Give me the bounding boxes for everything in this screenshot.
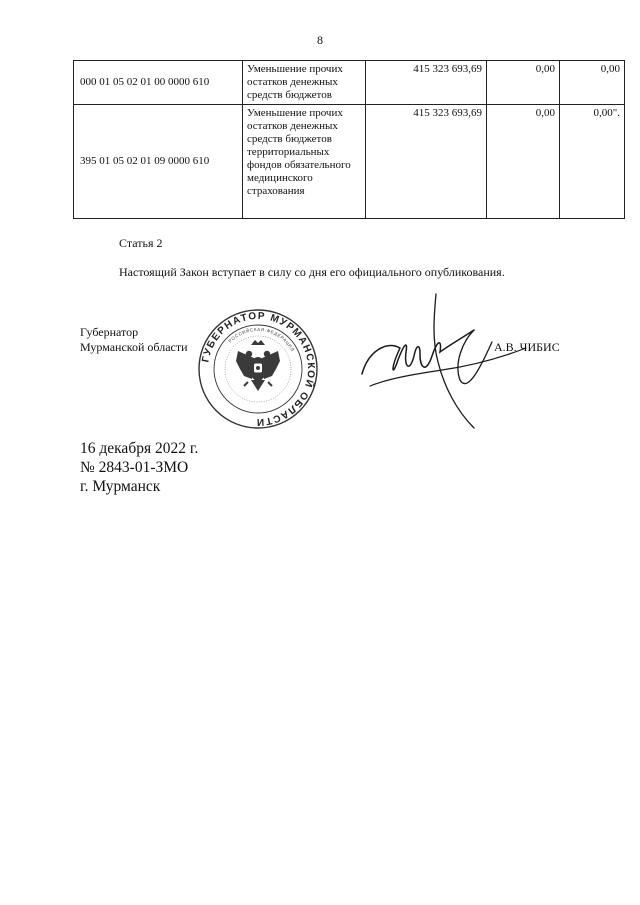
- page-number: 8: [317, 33, 323, 47]
- table-cell-code: 000 01 05 02 01 00 0000 610: [74, 61, 243, 105]
- law-place: г. Мурманск: [80, 478, 161, 495]
- budget-table: [73, 60, 625, 219]
- table-cell-value: 0,00: [487, 61, 560, 105]
- table-cell-description: Уменьшение прочих остатков денежных средств бюджетов: [243, 61, 366, 105]
- governor-title: [80, 325, 188, 355]
- table-cell-value: 0,00".: [560, 105, 625, 219]
- table-cell-amount: 415 323 693,69: [366, 105, 487, 219]
- table-cell-description: Уменьшение прочих остатков денежных средств бюджетов территориальных фондов обязательного медицинского страхования: [243, 105, 366, 219]
- governor-name: А.В. ЧИБИС: [494, 340, 560, 354]
- law-number: № 2843-01-ЗМО: [80, 459, 189, 476]
- governor-title-line: Губернатор: [80, 325, 139, 339]
- table-cell-value: 0,00: [487, 105, 560, 219]
- table-row: [74, 105, 625, 219]
- law-text: Настоящий Закон вступает в силу со дня его официального опубликования.: [119, 265, 505, 279]
- law-date: 16 декабря 2022 г.: [80, 440, 199, 457]
- coat-of-arms-icon: [236, 340, 280, 391]
- official-seal: [196, 307, 320, 436]
- article-heading: Статья 2: [119, 236, 163, 250]
- seal-icon: [196, 307, 320, 431]
- table-cell-value: 0,00: [560, 61, 625, 105]
- governor-title-line: Мурманской области: [80, 340, 188, 354]
- table-row: [74, 61, 625, 105]
- seal-outer-text: ГУБЕРНАТОР МУРМАНСКОЙ ОБЛАСТИ: [200, 310, 317, 428]
- law-footer: [80, 439, 198, 496]
- seal-inner-text: РОССИЙСКАЯ ФЕДЕРАЦИЯ: [227, 326, 296, 353]
- table-cell-amount: 415 323 693,69: [366, 61, 487, 105]
- table-cell-code: 395 01 05 02 01 09 0000 610: [74, 105, 243, 219]
- governor-signature: [350, 282, 530, 447]
